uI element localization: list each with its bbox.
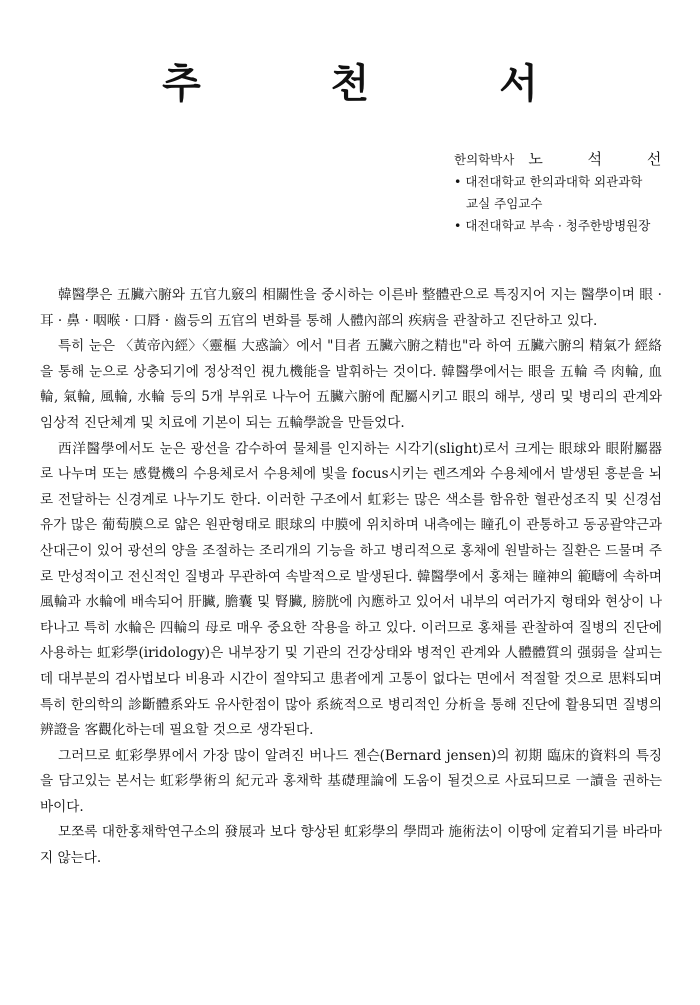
paragraph: 특히 눈은 〈黃帝內經〉〈靈樞 大惑論〉에서 "目者 五臟六腑之精也"라 하여 五臟六腑의 精氣가 經絡을 통해 눈으로 상충되기에 정상적인 視九機能을 발휘하는 것이다. 韓醫學에서는 眼을 五輪 즉 肉輪, 血輪, 氣輪, 風輪, 水輪 등의 5개 부위로 나누어 五臟六腑에 配屬시키고 眼의 해부, 생리 및 병리의 관계와 임상적 진단체계 및 치료에 기본이 되는 五輪學說을 만들었다. [40, 338, 662, 431]
affiliation-line-2: 교실 주임교수 [466, 196, 543, 211]
affiliation-line-3: • 대전대학교 부속 · 청주한방병원장 [454, 218, 651, 233]
body-text [40, 283, 662, 872]
paragraph: 西洋醫學에서도 눈은 광선을 감수하여 물체를 인지하는 시각기(slight)로서 크게는 眼球와 眼附屬器로 나누며 또는 感覺機의 수용체로서 수용체에 빛을 focus시키는 렌즈계와 수용체에서 발생된 흥분을 뇌로 전달하는 신경계로 나누기도 한다. 이러한 구조에서 虹彩는 많은 색소를 함유한 혈관성조직 및 신경섬유가 많은 葡萄膜으로 얇은 원판형태로 眼球의 中膜에 위치하며 내측에는 瞳孔이 관통하고 동공괄약근과 산대근이 있어 광선의 양을 조절하는 조리개의 기능을 하고 병리적으로 홍채에 원발하는 질환은 드물며 주로 만성적이고 전신적인 질병과 무관하여 속발적으로 발생된다. 韓醫學에서 홍채는 瞳神의 範疇에 속하며 風輪과 水輪에 배속되어 肝臟, 膽囊 및 腎臟, 膀胱에 內應하고 있어서 내부의 여러가지 형태와 현상이 나타나고 특히 水輪은 四輪의 母로 매우 중요한 작용을 하고 있다. 이러므로 홍채를 관찰하여 질병의 진단에 사용하는 虹彩學(iridology)은 내부장기 및 기관의 건강상태와 병적인 관계와 人體體質의 强弱을 살피는데 대부분의 검사법보다 비용과 시간이 절약되고 患者에게 고통이 없다는 면에서 적절할 것으로 思料되며 특히 한의학의 診斷體系와도 유사한점이 많아 系統적으로 병리적인 分析을 통해 진단에 활용되면 질병의 辨證을 客觀化하는데 필요할 것으로 생각된다. [40, 440, 662, 739]
paragraph: 그러므로 虹彩學界에서 가장 많이 알려진 버나드 젠슨(Bernard jensen)의 初期 臨床的資料의 특징을 담고있는 본서는 虹彩學術의 紀元과 홍채학 基礎理論에 도움이 될것으로 사료되므로 一讀을 권하는 바이다. [40, 747, 662, 815]
paragraph: 韓醫學은 五臟六腑와 五官九竅의 相關性을 중시하는 이른바 整體관으로 특징지어 지는 醫學이며 眼 · 耳 · 鼻 · 咽喉 · 口脣 · 齒등의 五官의 변화를 통해 人體內部의 疾病을 관찰하고 진단하고 있다. [40, 287, 662, 329]
author-line [454, 148, 694, 171]
paragraph: 모쪼록 대한홍채학연구소의 發展과 보다 향상된 虹彩學의 學問과 施術法이 이땅에 定着되기를 바라마지 않는다. [40, 824, 662, 867]
page-title: 추 천 서 [162, 60, 596, 107]
affiliation-line-1: • 대전대학교 한의과대학 외관과학 [454, 174, 643, 189]
author-name: 노 석 선 [528, 150, 682, 168]
author-degree: 한의학박사 [454, 152, 515, 167]
author-block [454, 148, 694, 237]
